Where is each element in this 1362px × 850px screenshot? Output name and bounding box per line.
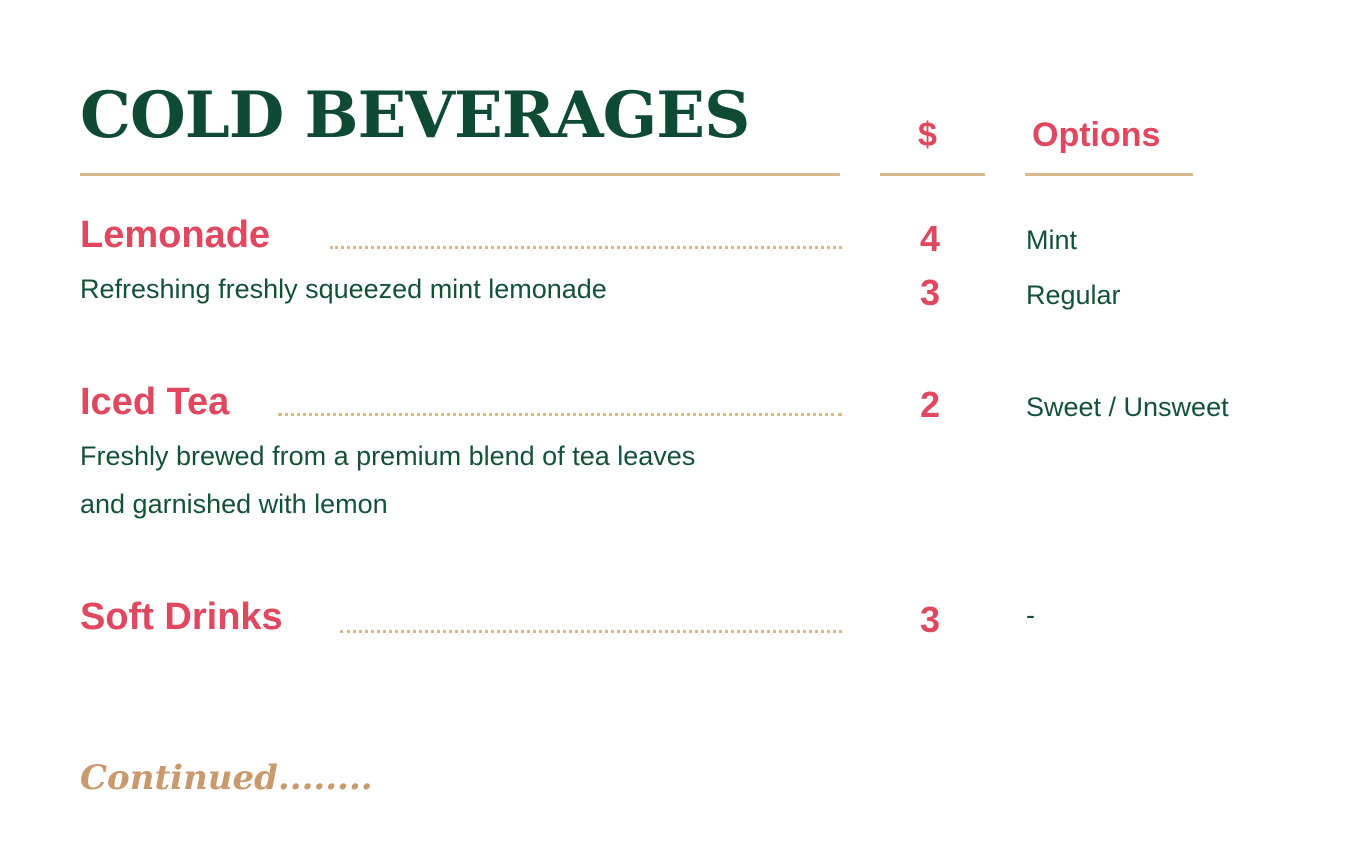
price-column-header: $ xyxy=(918,116,937,154)
item-price: 4 xyxy=(919,218,941,259)
item-name: Soft Drinks xyxy=(80,596,283,638)
leader-dots xyxy=(330,246,842,249)
item-option: Regular xyxy=(1026,280,1121,310)
leader-dots xyxy=(340,630,842,633)
item-price: 3 xyxy=(919,599,941,640)
item-option: Sweet / Unsweet xyxy=(1026,392,1229,422)
item-price: 3 xyxy=(919,272,941,313)
item-option: - xyxy=(1026,600,1035,630)
item-name: Lemonade xyxy=(80,214,271,256)
item-description: and garnished with lemon xyxy=(80,489,388,519)
item-price: 2 xyxy=(919,384,941,425)
item-description: Freshly brewed from a premium blend of tea leaves xyxy=(80,441,696,471)
options-column-header: Options xyxy=(1032,116,1161,154)
continued-note: Continued........ xyxy=(80,758,373,798)
leader-dots xyxy=(278,413,842,416)
item-option: Mint xyxy=(1026,225,1078,255)
item-description: Refreshing freshly squeezed mint lemonade xyxy=(80,274,607,304)
item-name: Iced Tea xyxy=(80,381,230,423)
title-underline xyxy=(80,173,840,176)
menu-title: COLD BEVERAGES xyxy=(80,78,750,153)
price-header-underline xyxy=(880,173,985,176)
options-header-underline xyxy=(1025,173,1193,176)
